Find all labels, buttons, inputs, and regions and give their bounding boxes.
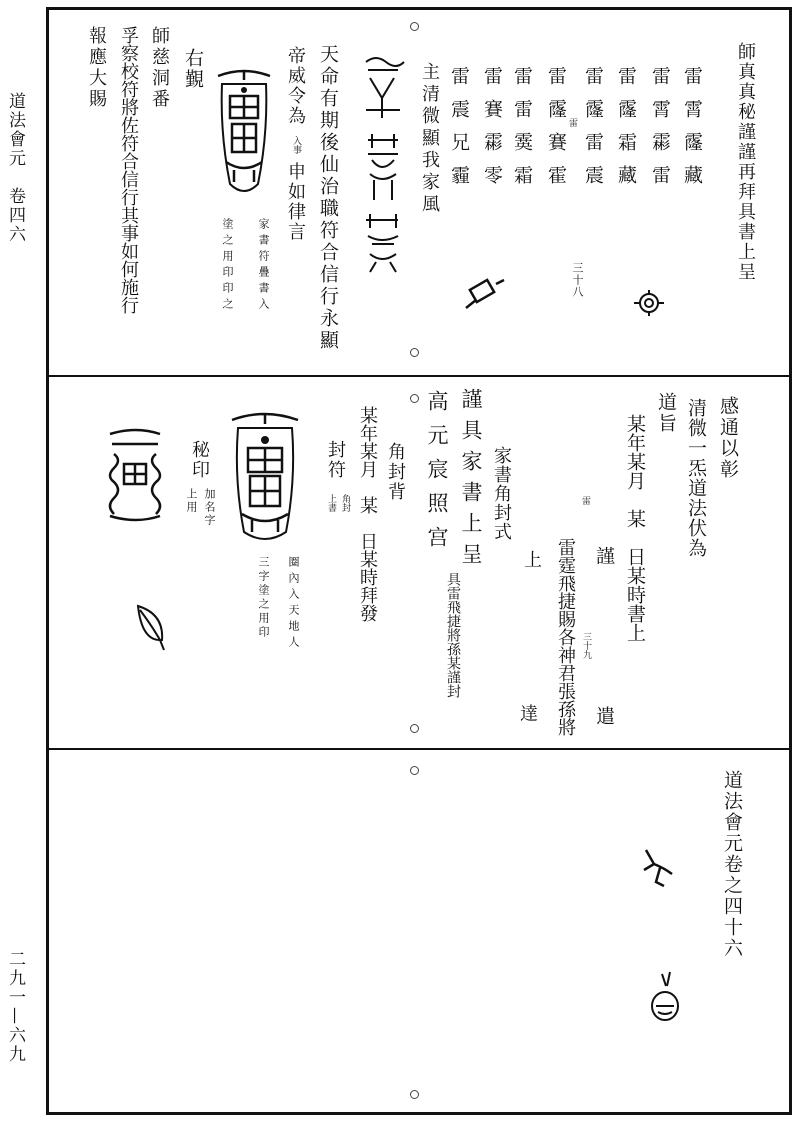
p1-col6: 雷霳賽霍 bbox=[545, 66, 567, 198]
p1-col4: 雷霳霜藏 bbox=[615, 66, 637, 198]
p2-col5: 謹 bbox=[593, 546, 615, 567]
p2-col8: 家書角封式 bbox=[491, 446, 512, 541]
panel-divider-1 bbox=[46, 375, 792, 377]
p1-col5: 雷霳雷震 bbox=[582, 66, 604, 198]
p2-col19-note: 加名字 bbox=[203, 488, 216, 527]
p1-note-a: 家書符疊書入 bbox=[257, 218, 270, 314]
p2-small-mark: 雷 bbox=[580, 496, 590, 505]
p1-col10: 主清微顯我家風 bbox=[419, 62, 440, 216]
p1-col1: 師真真秘謹謹再拜具書上呈 bbox=[735, 42, 756, 282]
p1-col7: 雷雷霙霜 bbox=[511, 66, 533, 198]
p1-col12-note: 入事 bbox=[291, 136, 301, 154]
p2-col6-mark: 三十九 bbox=[581, 632, 591, 659]
p1-small-mark: 三十八 bbox=[571, 262, 584, 298]
scroll-seal-icon bbox=[462, 278, 506, 312]
p1-col2: 雷霄霳藏 bbox=[681, 66, 703, 198]
p1-col12b: 申如律言 bbox=[285, 162, 306, 242]
gourd-mark-icon bbox=[648, 970, 682, 1026]
page-number-margin: 二九一—六九 bbox=[5, 950, 25, 1064]
p2-col19: 秘印 bbox=[189, 440, 210, 480]
panel-divider-2 bbox=[46, 748, 792, 750]
p2-col20: 上用 bbox=[185, 488, 198, 514]
binding-hole bbox=[410, 348, 419, 357]
talisman-glyph-icon bbox=[358, 50, 408, 280]
p1-note-b: 塗之用印印之 bbox=[221, 218, 234, 314]
secret-seal-icon bbox=[104, 424, 166, 524]
p1-col12: 帝威令為 bbox=[285, 46, 306, 126]
p2-col6: 雷霆飛捷賜各神君張孫將 bbox=[555, 538, 576, 736]
binding-hole bbox=[410, 22, 419, 31]
p2-col4: 某年某月 某 日某時書上 bbox=[624, 414, 646, 642]
p1-col3: 雷霄霦雷 bbox=[649, 66, 671, 198]
p2-col9: 上 bbox=[521, 550, 542, 570]
p2-col11: 達 bbox=[517, 704, 538, 724]
p1-col14: 師慈洞番 bbox=[149, 26, 170, 110]
p2-col17: 圈內入天地人 bbox=[287, 556, 300, 652]
p2-col15: 某年某月 某 日某時拜發 bbox=[357, 406, 378, 622]
p2-col2: 清微一炁道法伏為 bbox=[685, 398, 707, 558]
p2-col16-note-b: 上書 bbox=[326, 494, 336, 512]
binding-hole bbox=[410, 766, 419, 775]
p1-small-mark-2: 雷 bbox=[567, 118, 577, 127]
bell-seal-icon bbox=[212, 62, 276, 202]
flower-seal-icon bbox=[632, 288, 666, 318]
p2-col1: 感通以彰 bbox=[717, 396, 739, 480]
p1-col15: 孚察校符將佐符合信行其事如何施行 bbox=[118, 26, 139, 314]
p2-col13: 具雷飛捷將孫某謹封 bbox=[445, 572, 461, 698]
p2-col3: 道旨 bbox=[655, 392, 677, 434]
p2-col10: 謹具家書上呈 bbox=[459, 388, 483, 574]
binding-hole bbox=[410, 1090, 419, 1099]
p2-col16-note-a: 角封 bbox=[340, 494, 350, 512]
bird-mark-icon bbox=[638, 846, 676, 890]
p2-col18: 三字塗之用印 bbox=[257, 556, 270, 640]
p1-col13: 右覲 bbox=[182, 48, 204, 90]
p2-col14: 角封背 bbox=[385, 442, 406, 502]
book-title-margin: 道法會元 卷四六 bbox=[5, 92, 25, 244]
bell-seal-icon bbox=[226, 404, 304, 544]
p1-col8: 雷賽霦零 bbox=[481, 66, 503, 198]
p2-col7: 遣 bbox=[593, 706, 615, 727]
p1-col16: 報應大賜 bbox=[86, 26, 107, 110]
binding-hole bbox=[410, 394, 419, 403]
p3-col1: 道法會元卷之四十六 bbox=[721, 770, 743, 959]
p2-col16: 封符 bbox=[325, 440, 346, 480]
binding-hole bbox=[410, 724, 419, 733]
p1-col11: 天命有期後仙治職符合信行永顯 bbox=[317, 44, 339, 352]
p1-col9: 雷震兄霾 bbox=[448, 66, 470, 198]
leaf-icon bbox=[132, 602, 168, 654]
p2-col12: 高元宸照宫 bbox=[425, 390, 449, 560]
